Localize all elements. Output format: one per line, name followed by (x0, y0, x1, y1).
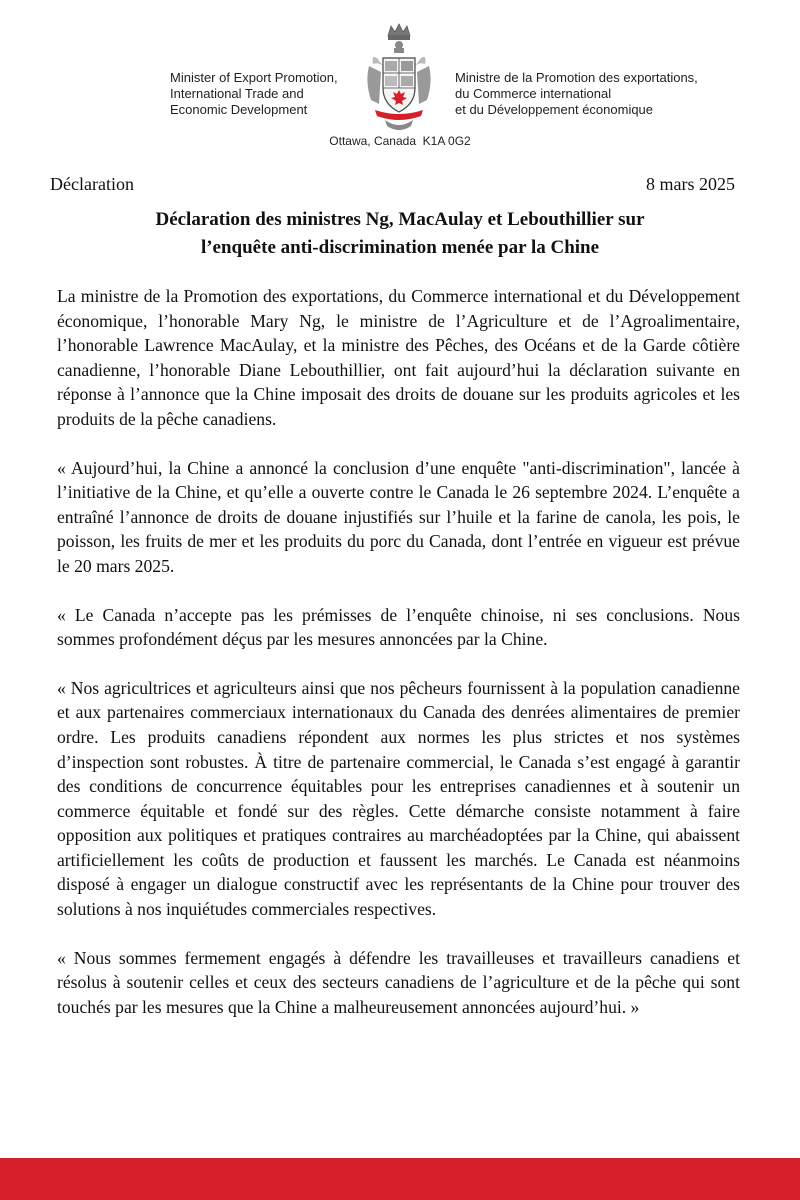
paragraph-rejection: « Le Canada n’accepte pas les prémisses de l’enquête chinoise, ni ses conclusions. Nous sommes profondément déçus par les mesures annoncées par la Chine. (57, 604, 740, 650)
paragraph-intro: La ministre de la Promotion des exportations, du Commerce international et du Développement économique, l’honorable Mary Ng, le ministre de l’Agriculture et de l’Agroalimentaire, l’honorable Lawrence MacAulay, et la ministre des Pêches, des Océans et de la Garde côtière canadienne, l’honorable Diane Lebouthillier, ont fait aujourd’hui la déclaration suivante en réponse à l’annonce que la Chine imposait des droits de douane sur les produits agricoles et les produits de la pêche canadiens. (57, 286, 740, 429)
letterhead-french-line: Ministre de la Promotion des exportations, (455, 70, 698, 85)
paragraph-commitment: « Nous sommes fermement engagés à défendre les travailleuses et travailleurs canadiens et résolus à soutenir celles et ceux des secteurs canadiens de l’agriculture et de la pêche qui sont touchés par les mesures que la Chine a malheureusement annoncées aujourd’hui. » (57, 947, 740, 1017)
paragraph-producers: « Nos agricultrices et agriculteurs ainsi que nos pêcheurs fournissent à la population canadienne et aux partenaires commerciaux internationaux du Canada des denrées alimentaires de premier ordre. Les produits canadiens répondent aux normes les plus strictes et nos systèmes d’inspection sont robustes. À titre de partenaire commercial, le Canada s’est engagé à garantir des conditions de concurrence équitables pour les entreprises canadiennes et à soutenir un commerce équitable et fondé sur des règles. Cette démarche consiste notamment à faire opposition aux politiques et pratiques contraires au marchéadoptées par la Chine, qui abaissent artificiellement les coûts de production et faussent les marchés. Le Canada est néanmoins disposé à engager un dialogue constructif avec les représentants de la Chine pour trouver des solutions à nos inquiétudes commerciales respectives. (57, 677, 740, 920)
letterhead-english-line: Minister of Export Promotion, (170, 70, 338, 85)
title-line: l’enquête anti-discrimination menée par la Chine (200, 237, 600, 258)
statement-body (57, 284, 740, 1043)
letterhead-french-line: du Commerce international (455, 86, 612, 101)
document-type: Déclaration (50, 174, 134, 194)
letterhead-english (170, 70, 345, 118)
ministry-address: Ottawa, Canada K1A 0G2 (329, 134, 471, 148)
footer-red-band (0, 1158, 800, 1200)
document-date: 8 mars 2025 (646, 174, 735, 194)
document-title (60, 206, 740, 262)
letterhead-french-line: et du Développement économique (455, 102, 654, 117)
letterhead-english-line: Economic Development (170, 102, 308, 117)
letterhead (0, 0, 800, 160)
paragraph-announcement: « Aujourd’hui, la Chine a annoncé la conclusion d’une enquête "anti-discrimination", lancée à l’initiative de la Chine, et qu’elle a ouverte contre le Canada le 26 septembre 2024. L’enquête a entraîné l’annonce de droits de douane injustifiés sur l’huile et la farine de canola, les pois, le poisson, les fruits de mer et les produits du porc du Canada, dont l’entrée en vigueur est prévue le 20 mars 2025. (57, 457, 740, 576)
title-line: Déclaration des ministres Ng, MacAulay et Lebouthillier sur (155, 209, 645, 230)
letterhead-english-line: International Trade and (170, 86, 304, 101)
letterhead-french (455, 70, 755, 118)
coat-of-arms-icon (363, 22, 435, 134)
